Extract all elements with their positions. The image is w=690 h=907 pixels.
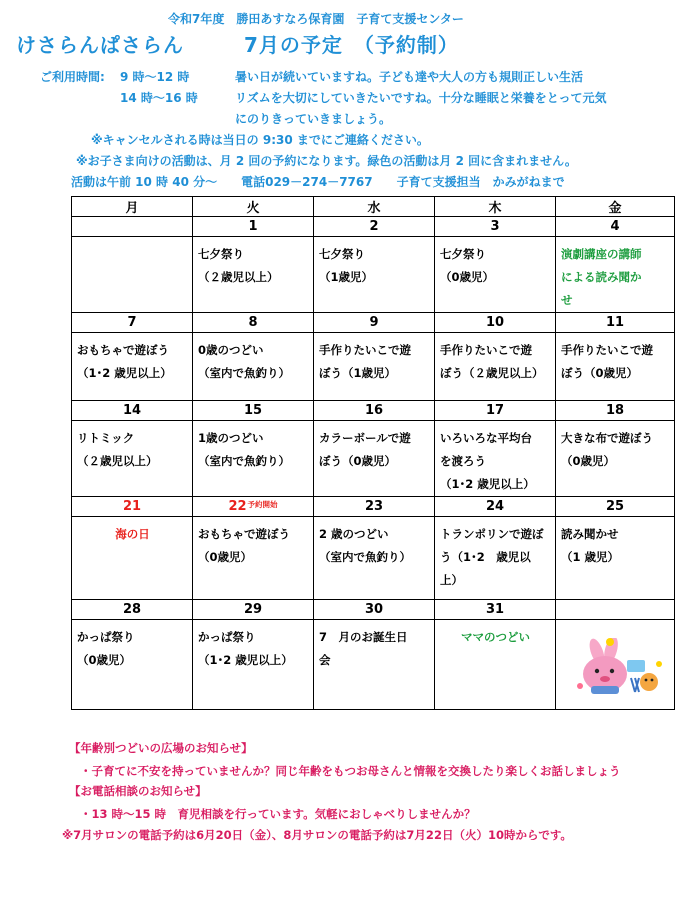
event-cell (435, 517, 556, 600)
event-text: （室内で魚釣り） (198, 366, 290, 380)
event-row (72, 517, 675, 600)
event-text: （0歳児） (198, 550, 253, 564)
date-cell: 15 (193, 401, 314, 421)
title-main: けさらんぱさらん (16, 33, 184, 57)
message-line-3: にのりきっていきましょう。 (235, 112, 392, 126)
event-text: おもちゃで遊ぼう (77, 343, 169, 357)
weekday-thu: 木 (435, 197, 556, 217)
event-cell (435, 333, 556, 401)
notes-heading-age-groups: 【年齢別つどいの広場のお知らせ】 (69, 741, 253, 755)
event-cell (556, 333, 675, 401)
date-cell: 10 (435, 313, 556, 333)
event-text: 大きな布で遊ぼう (561, 431, 653, 445)
event-text: 七夕祭り (440, 247, 486, 261)
mascot-cell (556, 620, 675, 710)
date-cell: 8 (193, 313, 314, 333)
event-text: （1歳児） (319, 270, 374, 284)
event-cell (72, 237, 193, 313)
event-text: （1 歳児） (561, 550, 620, 564)
event-text: かっぱ祭り (77, 630, 135, 644)
event-text: を渡ろう (440, 454, 486, 468)
event-text: （２歳児以上） (198, 270, 279, 284)
event-text: 手作りたいこで遊 (440, 343, 532, 357)
event-cell (72, 333, 193, 401)
reservation-note: ※お子さま向けの活動は、月 2 回の予約になります。緑色の活動は月 2 回に含まれません。 (76, 154, 577, 168)
hours-morning: 9 時～12 時 (120, 70, 190, 84)
event-text: （1･2 歳児以上） (440, 477, 535, 491)
date-cell: 30 (314, 600, 435, 620)
notes-body-age-groups: ・子育てに不安を持っていませんか？同じ年齢をもつお母さんと情報を交換したり楽しくお話しましょう (80, 764, 621, 778)
event-text: 1歳のつどい (198, 431, 264, 445)
event-text: トランポリンで遊ぼ (440, 527, 544, 541)
date-cell: 28 (72, 600, 193, 620)
event-text: による読み聞か (561, 270, 642, 284)
event-cell (435, 237, 556, 313)
event-text: 7 月のお誕生日 (319, 630, 408, 644)
message-line-2: リズムを大切にしていきたいですね。十分な睡眠と栄養をとって元気 (235, 91, 607, 105)
event-text: 手作りたいこで遊 (319, 343, 411, 357)
date-cell: 2 (314, 217, 435, 237)
event-text: せ (561, 293, 573, 307)
event-cell (193, 620, 314, 710)
date-cell: 25 (556, 497, 675, 517)
hours-afternoon: 14 時～16 時 (120, 91, 198, 105)
weekday-header-row (72, 197, 675, 217)
title-month: 7月の予定 （予約制） (244, 33, 459, 57)
event-cell (556, 517, 675, 600)
event-text: 読み聞かせ (561, 527, 619, 541)
date-cell: 9 (314, 313, 435, 333)
event-text: ママのつどい (461, 630, 530, 644)
event-cell (193, 333, 314, 401)
event-text: 七夕祭り (319, 247, 365, 261)
event-text: （1･2 歳児以上） (77, 366, 172, 380)
event-cell (72, 421, 193, 497)
date-cell: 1 (193, 217, 314, 237)
event-cell (314, 620, 435, 710)
event-text: ぼう（0歳児） (561, 366, 639, 380)
event-row (72, 421, 675, 497)
date-cell: 14 (72, 401, 193, 421)
event-row (72, 620, 675, 710)
calendar-table (71, 196, 675, 710)
date-cell-reservation-start (193, 497, 314, 517)
event-cell (193, 237, 314, 313)
notes-body-phone: ・13 時～15 時 育児相談を行っています。気軽におしゃべりしませんか？ (80, 807, 476, 821)
date-row (72, 497, 675, 517)
notes-footer: ※7月サロンの電話予約は6月20日（金）、8月サロンの電話予約は7月22日（火）10時からです。 (62, 828, 572, 842)
date-cell (556, 600, 675, 620)
event-text: 上） (440, 573, 463, 587)
event-text: 手作りたいこで遊 (561, 343, 653, 357)
event-text: カラーボールで遊 (319, 431, 411, 445)
event-text: （２歳児以上） (77, 454, 158, 468)
cancel-note: ※キャンセルされる時は当日の 9:30 までにご連絡ください。 (91, 133, 429, 147)
event-text: （室内で魚釣り） (198, 454, 290, 468)
event-cell (314, 333, 435, 401)
event-text: おもちゃで遊ぼう (198, 527, 290, 541)
date-cell: 16 (314, 401, 435, 421)
event-text: 0歳のつどい (198, 343, 264, 357)
date-row (72, 600, 675, 620)
event-cell (314, 517, 435, 600)
date-cell: 7 (72, 313, 193, 333)
weekday-tue: 火 (193, 197, 314, 217)
event-text: （0歳児） (561, 454, 616, 468)
event-cell (314, 237, 435, 313)
weekday-mon: 月 (72, 197, 193, 217)
event-text: 七夕祭り (198, 247, 244, 261)
event-text: いろいろな平均台 (440, 431, 532, 445)
event-text: （0歳児） (77, 653, 132, 667)
event-text: リトミック (77, 431, 135, 445)
date-row (72, 401, 675, 421)
hours-label: ご利用時間: (40, 70, 105, 84)
event-text: かっぱ祭り (198, 630, 256, 644)
event-text: （1･2 歳児以上） (198, 653, 293, 667)
rabbit-mascot-illustration (565, 638, 665, 698)
event-text: ぼう（0歳児） (319, 454, 397, 468)
date-cell: 3 (435, 217, 556, 237)
event-text: （室内で魚釣り） (319, 550, 411, 564)
date-cell: 24 (435, 497, 556, 517)
page-title (16, 29, 459, 58)
notes-heading-phone: 【お電話相談のお知らせ】 (69, 784, 207, 798)
holiday-label: 海の日 (115, 527, 150, 541)
event-cell-green (435, 620, 556, 710)
event-text: う（1･2 歳児以 (440, 550, 531, 564)
contact-line: 活動は午前 10 時 40 分～ 電話029－274－7767 子育て支援担当 かみがねまで (71, 175, 565, 189)
weekday-fri: 金 (556, 197, 675, 217)
holiday-cell (72, 517, 193, 600)
date-row (72, 217, 675, 237)
date-cell: 17 (435, 401, 556, 421)
event-cell-green (556, 237, 675, 313)
event-text: 演劇講座の講師 (561, 247, 642, 261)
date-cell: 29 (193, 600, 314, 620)
event-cell (193, 517, 314, 600)
event-text: 2 歳のつどい (319, 527, 389, 541)
event-text: ぼう（1歳児） (319, 366, 397, 380)
date-cell: 23 (314, 497, 435, 517)
date-cell (72, 217, 193, 237)
date-cell: 11 (556, 313, 675, 333)
event-cell (314, 421, 435, 497)
event-text: （0歳児） (440, 270, 495, 284)
event-cell (556, 421, 675, 497)
event-cell (193, 421, 314, 497)
date-cell: 4 (556, 217, 675, 237)
event-row (72, 237, 675, 313)
date-row (72, 313, 675, 333)
event-text: ぼう（２歳児以上） (440, 366, 544, 380)
reservation-start-note: 予約開始 (247, 500, 278, 509)
weekday-wed: 水 (314, 197, 435, 217)
date-number: 22 (228, 499, 247, 514)
date-cell: 18 (556, 401, 675, 421)
event-text: 会 (319, 653, 331, 667)
event-cell (435, 421, 556, 497)
message-line-1: 暑い日が続いていますね。子ども達や大人の方も規則正しい生活 (235, 70, 584, 84)
event-row (72, 333, 675, 401)
organization-header: 令和7年度 勝田あすなろ保育園 子育て支援センター (168, 12, 464, 26)
event-cell (72, 620, 193, 710)
date-cell: 31 (435, 600, 556, 620)
date-cell-holiday: 21 (72, 497, 193, 517)
